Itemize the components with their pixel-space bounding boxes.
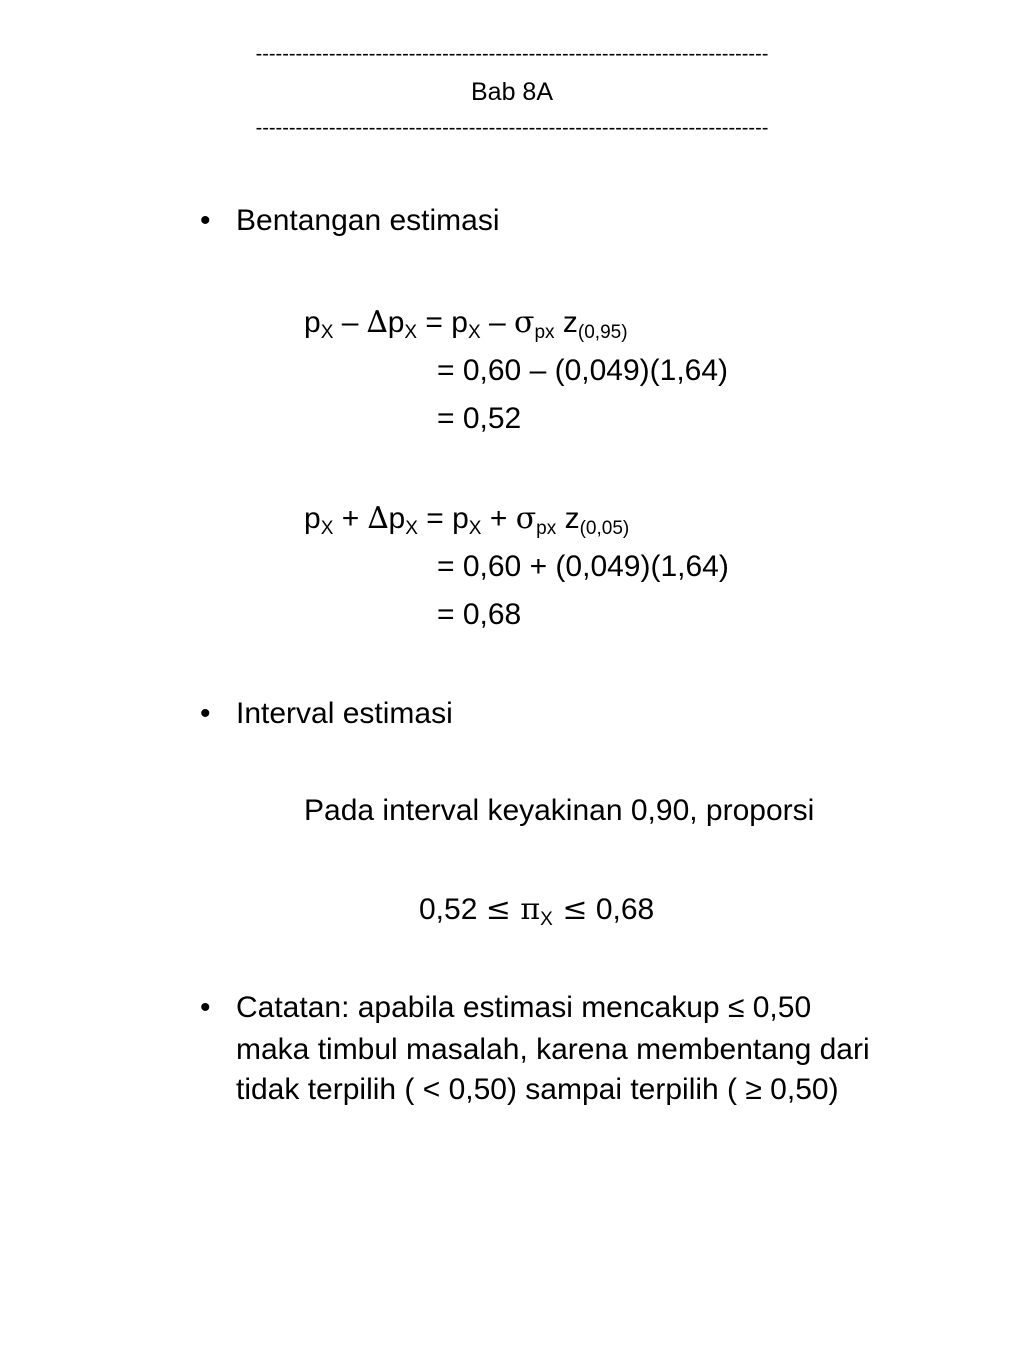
formula-subscript: X	[405, 518, 418, 539]
formula-subscript: X	[320, 518, 334, 539]
note-line-3: tidak terpilih ( < 0,50) sampai terpilih ( ≥ 0,50)	[236, 1073, 839, 1106]
formula-text: p	[387, 306, 405, 339]
formula-text: p	[304, 306, 321, 339]
formula-equals: =	[417, 502, 453, 535]
formula-subscript: X	[320, 322, 334, 343]
interval-inequality	[419, 892, 654, 928]
bullet-marker: •	[200, 204, 211, 237]
note-line-2: maka timbul masalah, karena membentang dari	[236, 1033, 870, 1066]
formula-lower-result: = 0,52	[437, 402, 522, 435]
formula-operator: –	[333, 306, 367, 339]
formula-upper-bound	[304, 501, 629, 537]
delta-symbol: ∆	[367, 501, 389, 536]
bullet-marker: •	[200, 697, 211, 730]
formula-operator: +	[481, 502, 516, 535]
less-equal-symbol: ≤	[552, 892, 588, 927]
note-line-1: Catatan: apabila estimasi mencakup ≤ 0,50	[236, 991, 812, 1024]
formula-subscript: (0,95)	[577, 322, 628, 343]
formula-subscript: X	[467, 322, 481, 343]
sigma-symbol: σ	[514, 305, 535, 340]
page-title: Bab 8A	[470, 78, 553, 106]
formula-text: p	[452, 502, 469, 535]
inequality-left-value: 0,52	[419, 893, 486, 926]
formula-text: z	[554, 306, 578, 339]
formula-text: z	[556, 502, 580, 535]
formula-text: p	[451, 306, 468, 339]
inequality-right-value: 0,68	[587, 893, 655, 926]
formula-subscript: px	[536, 518, 557, 539]
formula-lower-bound	[304, 305, 628, 341]
formula-upper-result: = 0,68	[437, 598, 522, 631]
less-equal-symbol: ≤	[485, 892, 511, 927]
interval-statement: Pada interval keyakinan 0,90, proporsi	[304, 794, 815, 827]
formula-subscript: X	[540, 909, 553, 930]
formula-subscript: px	[534, 322, 555, 343]
pi-symbol: π	[510, 892, 541, 927]
formula-lower-step2: = 0,60 – (0,049)(1,64)	[437, 354, 729, 387]
section-heading-bentangan: Bentangan estimasi	[236, 204, 500, 237]
formula-subscript: X	[468, 518, 482, 539]
delta-symbol: ∆	[366, 305, 388, 340]
section-heading-interval: Interval estimasi	[236, 697, 453, 730]
formula-subscript: X	[404, 322, 418, 343]
header-rule-bottom: -----------------------------------------------------------------------------	[255, 117, 769, 139]
formula-text: p	[388, 502, 406, 535]
sigma-symbol: σ	[515, 501, 537, 536]
header-rule-top: -----------------------------------------------------------------------------	[255, 43, 769, 65]
formula-subscript: (0,05)	[579, 518, 630, 539]
bullet-marker: •	[200, 991, 211, 1024]
formula-operator: –	[480, 306, 514, 339]
formula-upper-step2: = 0,60 + (0,049)(1,64)	[437, 550, 729, 583]
formula-operator: +	[333, 502, 368, 535]
formula-equals: =	[417, 306, 452, 339]
formula-text: p	[304, 502, 321, 535]
